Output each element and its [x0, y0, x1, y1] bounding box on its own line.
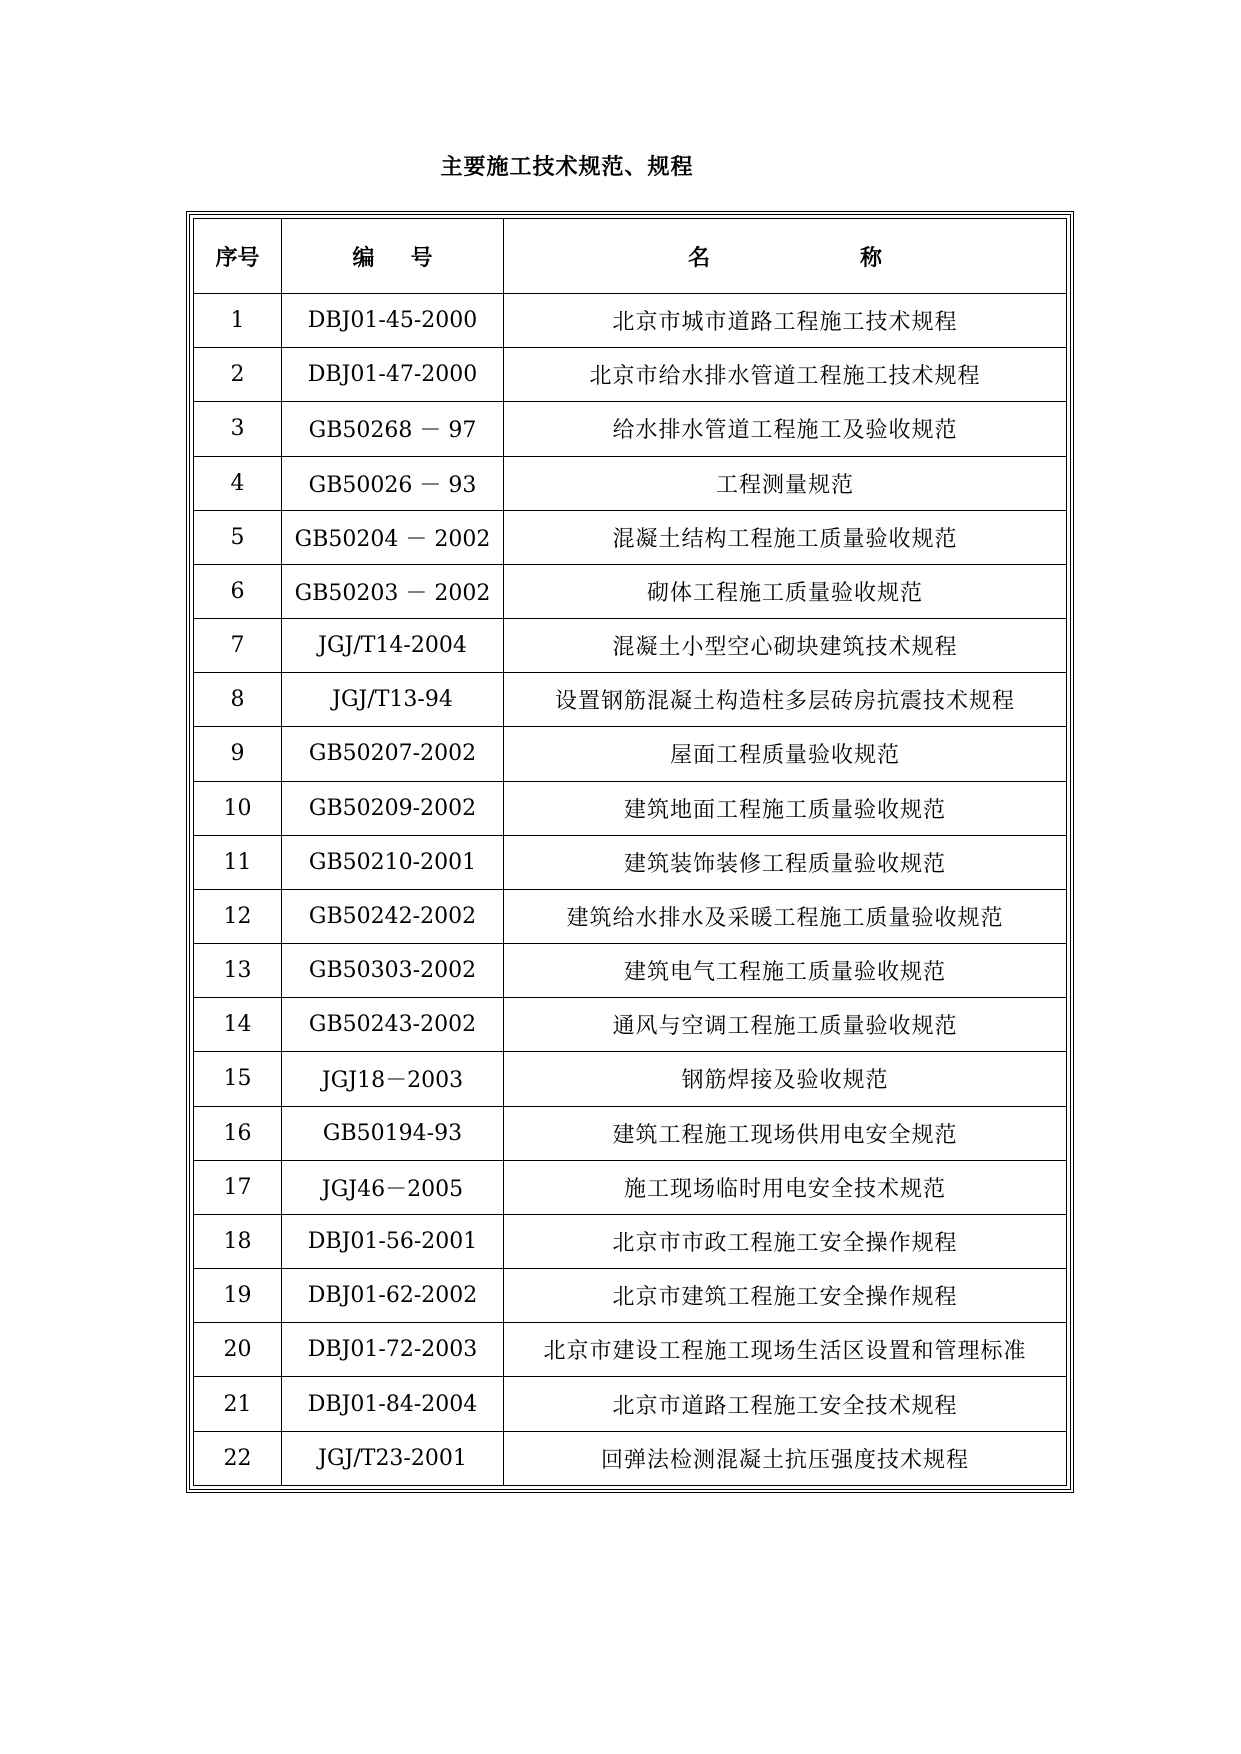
table-row — [194, 619, 1067, 673]
row-name: 建筑装饰装修工程质量验收规范 — [504, 835, 1067, 889]
row-code: GB50242-2002 — [282, 889, 504, 943]
document-title: 主要施工技术规范、规程 — [440, 154, 694, 180]
row-code: GB50243-2002 — [282, 998, 504, 1052]
table-row — [194, 510, 1067, 564]
row-seq: 10 — [194, 781, 282, 835]
row-seq: 22 — [194, 1431, 282, 1485]
row-name: 混凝土结构工程施工质量验收规范 — [504, 510, 1067, 564]
table-row — [194, 889, 1067, 943]
row-seq: 3 — [194, 402, 282, 456]
header-name: 名称 — [504, 219, 1067, 294]
table-row — [194, 348, 1067, 402]
row-name: 北京市建筑工程施工安全操作规程 — [504, 1269, 1067, 1323]
row-name: 屋面工程质量验收规范 — [504, 727, 1067, 781]
row-code: DBJ01-47-2000 — [282, 348, 504, 402]
row-code: GB50268 － 97 — [282, 402, 504, 456]
row-seq: 1 — [194, 294, 282, 348]
row-code: DBJ01-56-2001 — [282, 1214, 504, 1268]
row-name: 建筑工程施工现场供用电安全规范 — [504, 1106, 1067, 1160]
row-seq: 6 — [194, 564, 282, 618]
row-code: GB50203 － 2002 — [282, 564, 504, 618]
row-name: 北京市市政工程施工安全操作规程 — [504, 1214, 1067, 1268]
row-seq: 16 — [194, 1106, 282, 1160]
table-header-row — [194, 219, 1067, 294]
row-name: 设置钢筋混凝土构造柱多层砖房抗震技术规程 — [504, 673, 1067, 727]
row-code: DBJ01-45-2000 — [282, 294, 504, 348]
table-row — [194, 781, 1067, 835]
row-seq: 20 — [194, 1323, 282, 1377]
table-row — [194, 1323, 1067, 1377]
row-code: GB50303-2002 — [282, 944, 504, 998]
table-row — [194, 564, 1067, 618]
row-name: 建筑给水排水及采暖工程施工质量验收规范 — [504, 889, 1067, 943]
row-code: GB50210-2001 — [282, 835, 504, 889]
row-seq: 5 — [194, 510, 282, 564]
row-name: 工程测量规范 — [504, 456, 1067, 510]
table-row — [194, 998, 1067, 1052]
row-seq: 21 — [194, 1377, 282, 1431]
table-row — [194, 1269, 1067, 1323]
row-seq: 8 — [194, 673, 282, 727]
table-row — [194, 1106, 1067, 1160]
table-row — [194, 727, 1067, 781]
row-name: 北京市建设工程施工现场生活区设置和管理标准 — [504, 1323, 1067, 1377]
row-code: GB50209-2002 — [282, 781, 504, 835]
row-seq: 19 — [194, 1269, 282, 1323]
row-name: 建筑地面工程施工质量验收规范 — [504, 781, 1067, 835]
row-name: 砌体工程施工质量验收规范 — [504, 564, 1067, 618]
row-name: 北京市给水排水管道工程施工技术规程 — [504, 348, 1067, 402]
row-seq: 14 — [194, 998, 282, 1052]
row-code: JGJ46－2005 — [282, 1160, 504, 1214]
row-code: JGJ18－2003 — [282, 1052, 504, 1106]
table-row — [194, 1052, 1067, 1106]
table-row — [194, 1377, 1067, 1431]
row-code: GB50207-2002 — [282, 727, 504, 781]
table-row — [194, 673, 1067, 727]
row-name: 建筑电气工程施工质量验收规范 — [504, 944, 1067, 998]
row-name: 北京市城市道路工程施工技术规程 — [504, 294, 1067, 348]
row-code: DBJ01-84-2004 — [282, 1377, 504, 1431]
row-seq: 13 — [194, 944, 282, 998]
table-row — [194, 1214, 1067, 1268]
table-row — [194, 835, 1067, 889]
row-code: GB50194-93 — [282, 1106, 504, 1160]
row-name: 钢筋焊接及验收规范 — [504, 1052, 1067, 1106]
row-code: DBJ01-72-2003 — [282, 1323, 504, 1377]
standards-table — [193, 218, 1067, 1486]
row-seq: 7 — [194, 619, 282, 673]
row-name: 北京市道路工程施工安全技术规程 — [504, 1377, 1067, 1431]
row-code: JGJ/T23-2001 — [282, 1431, 504, 1485]
table-row — [194, 944, 1067, 998]
row-code: JGJ/T13-94 — [282, 673, 504, 727]
row-name: 混凝土小型空心砌块建筑技术规程 — [504, 619, 1067, 673]
header-code: 编号 — [282, 219, 504, 294]
row-seq: 9 — [194, 727, 282, 781]
table-row — [194, 1160, 1067, 1214]
table-row — [194, 402, 1067, 456]
row-seq: 2 — [194, 348, 282, 402]
row-seq: 15 — [194, 1052, 282, 1106]
row-seq: 11 — [194, 835, 282, 889]
row-seq: 17 — [194, 1160, 282, 1214]
header-seq: 序号 — [194, 219, 282, 294]
row-name: 通风与空调工程施工质量验收规范 — [504, 998, 1067, 1052]
standards-table-frame — [186, 211, 1074, 1493]
row-seq: 12 — [194, 889, 282, 943]
row-name: 施工现场临时用电安全技术规范 — [504, 1160, 1067, 1214]
row-code: GB50026 － 93 — [282, 456, 504, 510]
row-seq: 18 — [194, 1214, 282, 1268]
row-code: GB50204 － 2002 — [282, 510, 504, 564]
row-code: DBJ01-62-2002 — [282, 1269, 504, 1323]
row-code: JGJ/T14-2004 — [282, 619, 504, 673]
table-row — [194, 1431, 1067, 1485]
row-name: 给水排水管道工程施工及验收规范 — [504, 402, 1067, 456]
table-row — [194, 294, 1067, 348]
table-row — [194, 456, 1067, 510]
row-seq: 4 — [194, 456, 282, 510]
row-name: 回弹法检测混凝土抗压强度技术规程 — [504, 1431, 1067, 1485]
table-body — [194, 294, 1067, 1486]
